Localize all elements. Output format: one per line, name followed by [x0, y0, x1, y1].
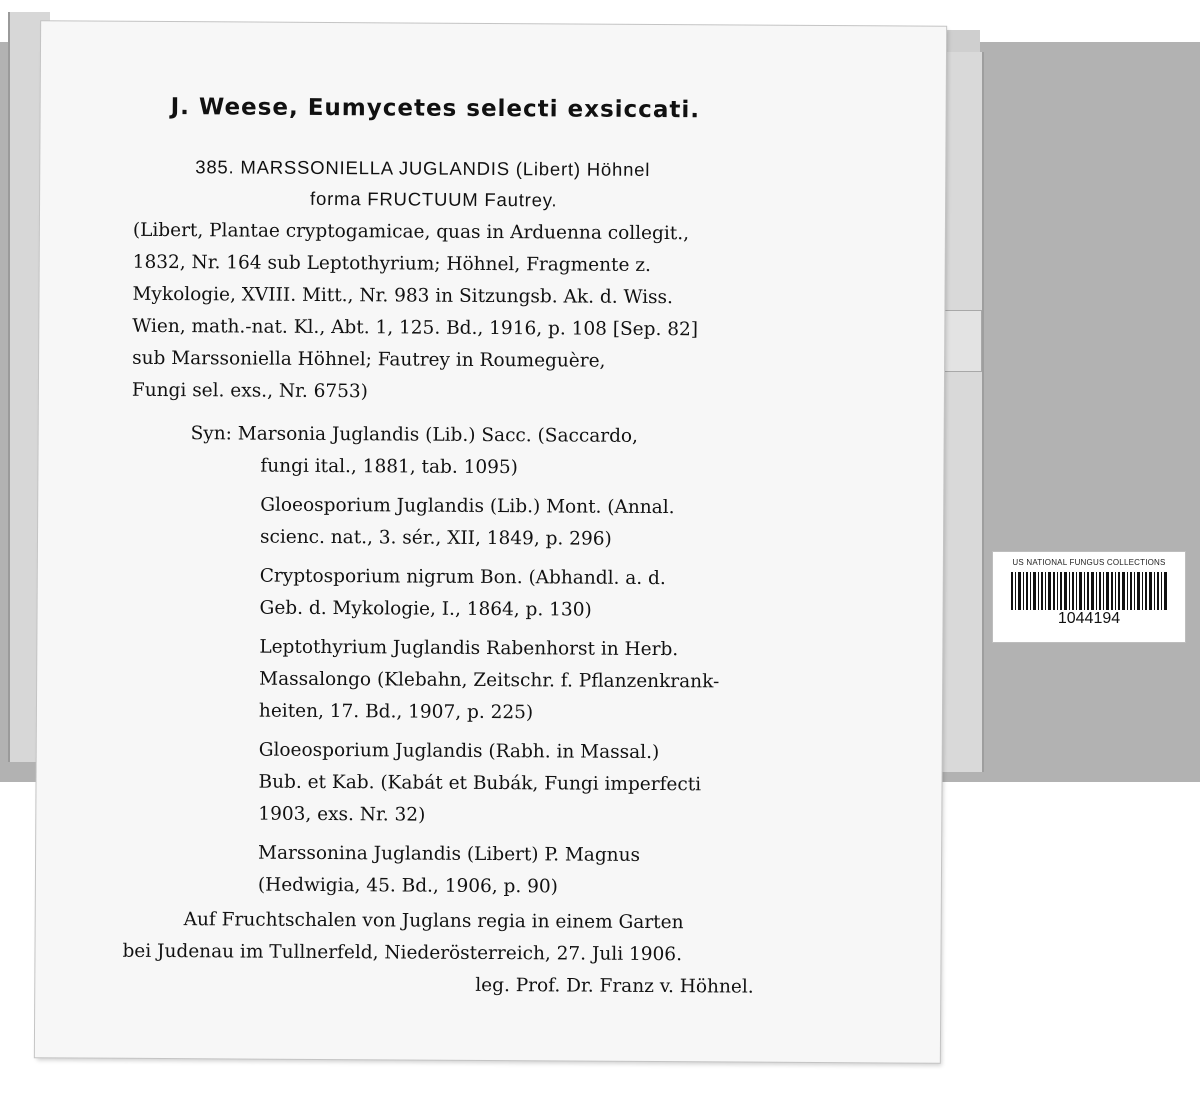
synonym-line: Leptothyrium Juglandis Rabenhorst in Herb.: [259, 636, 679, 661]
label-line: Wien, math.-nat. Kl., Abt. 1, 125. Bd., 1916, p. 108 [Sep. 82]: [132, 315, 699, 341]
synonym-line: Cryptosporium nigrum Bon. (Abhandl. a. d.: [259, 565, 666, 590]
label-line: forma FRUCTUUM Fautrey.: [310, 187, 558, 211]
label-line: Mykologie, XVIII. Mitt., Nr. 983 in Sitzungsb. Ak. d. Wiss.: [132, 283, 674, 309]
label-line: 1832, Nr. 164 sub Leptothyrium; Höhnel, Fragmente z.: [132, 251, 652, 276]
synonym-line: Geb. d. Mykologie, I., 1864, p. 130): [259, 597, 592, 621]
label-line: Fungi sel. exs., Nr. 6753): [131, 379, 368, 403]
synonym-line: Bub. et Kab. (Kabát et Bubák, Fungi imperfecti: [258, 771, 702, 796]
label-line: (Libert, Plantae cryptogamicae, quas in Arduenna collegit.,: [132, 219, 690, 245]
label-line: sub Marssoniella Höhnel; Fautrey in Roumeguère,: [132, 347, 606, 372]
label-title: J. Weese, Eumycetes selecti exsiccati.: [170, 94, 701, 124]
synonym-line: (Hedwigia, 45. Bd., 1906, p. 90): [257, 874, 558, 898]
synonym-line: Gloeosporium Juglandis (Rabh. in Massal.): [258, 739, 660, 764]
synonym-line: 1903, exs. Nr. 32): [258, 803, 426, 826]
label-line: 385. MARSSONIELLA JUGLANDIS (Libert) Höhnel: [195, 156, 651, 180]
synonym-line: fungi ital., 1881, tab. 1095): [260, 455, 518, 479]
collector-line: leg. Prof. Dr. Franz v. Höhnel.: [475, 974, 754, 998]
barcode-label: [992, 551, 1186, 643]
synonym-line: Gloeosporium Juglandis (Lib.) Mont. (Annal.: [260, 494, 675, 519]
synonym-line: Marssonina Juglandis (Libert) P. Magnus: [258, 842, 641, 866]
specimen-label-sheet: [35, 21, 946, 1063]
locality-line: bei Judenau im Tullnerfeld, Niederösterreich, 27. Juli 1906.: [122, 940, 683, 966]
barcode-number: 1044194: [1057, 610, 1121, 627]
barcode-collection-name: US NATIONAL FUNGUS COLLECTIONS: [1012, 558, 1166, 567]
barcode-bars: [1011, 572, 1167, 610]
synonym-line: Massalongo (Klebahn, Zeitschr. f. Pflanzenkrank-: [259, 668, 720, 693]
synonym-line: heiten, 17. Bd., 1907, p. 225): [258, 700, 534, 724]
synonym-line: Syn: Marsonia Juglandis (Lib.) Sacc. (Saccardo,: [190, 423, 639, 447]
locality-line: Auf Fruchtschalen von Juglans regia in einem Garten: [183, 909, 684, 934]
synonym-line: scienc. nat., 3. sér., XII, 1849, p. 296): [259, 526, 612, 550]
